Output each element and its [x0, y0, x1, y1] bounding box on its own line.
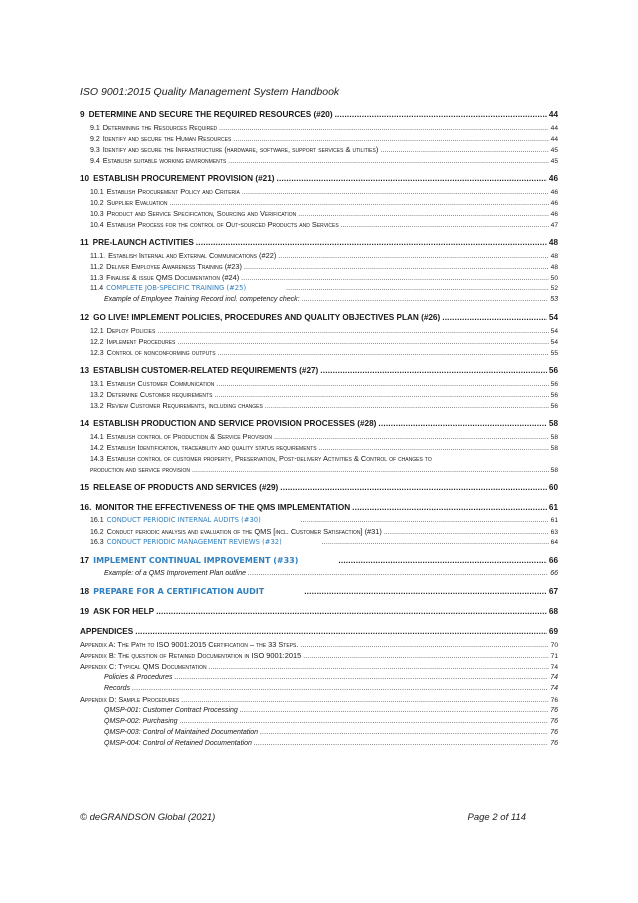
toc-leader-dots — [177, 337, 548, 347]
toc-entry-page: 68 — [548, 607, 558, 616]
toc-entry-title: Deliver Employee Awareness Training (#23) — [106, 262, 242, 271]
toc-entry-number: 14.3 — [90, 456, 104, 463]
toc-entry[interactable] — [80, 554, 558, 568]
toc-entry-page: 63 — [550, 529, 558, 536]
toc-entry[interactable] — [80, 108, 558, 122]
toc-entry[interactable] — [80, 417, 558, 431]
toc-entry-title: Appendix D: Sample Procedures — [80, 695, 180, 704]
toc-entry-page: 76 — [550, 707, 558, 714]
toc-entry-page: 58 — [550, 434, 558, 441]
toc-entry-number: 16.2 — [90, 529, 104, 536]
toc-entry-number: 10.3 — [90, 211, 104, 218]
toc-leader-dots — [442, 311, 547, 325]
toc-leader-dots — [240, 705, 548, 716]
toc-entry-page: 61 — [550, 517, 558, 524]
toc-entry-number: 12.3 — [90, 350, 104, 357]
toc-entry-number: 9.1 — [90, 125, 100, 132]
toc-entry-number: 15 — [80, 483, 90, 492]
toc-entry-title: Determine Customer requirements — [106, 390, 213, 399]
toc-entry[interactable] — [80, 738, 558, 749]
toc-entry[interactable] — [80, 639, 558, 650]
toc-entry-title: MONITOR THE EFFECTIVENESS OF THE QMS IMPLEMENTATION — [95, 503, 351, 512]
toc-entry[interactable] — [80, 672, 558, 683]
toc-entry-title: Identify and secure the Human Resources — [102, 134, 232, 143]
toc-entry-number: 11.3 — [90, 275, 104, 282]
toc-leader-dots — [335, 108, 547, 122]
toc-entry-number: 17 — [80, 556, 90, 565]
toc-entry-page: 58 — [550, 445, 558, 452]
toc-entry-page: 71 — [550, 653, 558, 660]
toc-entry-page: 66 — [550, 570, 558, 577]
toc-entry-page: 46 — [550, 200, 558, 207]
toc-entry-number: 13.1 — [90, 381, 104, 388]
toc-leader-dots — [196, 236, 547, 250]
toc-entry-page: 69 — [548, 627, 558, 636]
toc-leader-dots — [214, 390, 548, 400]
toc-entry[interactable] — [80, 208, 558, 219]
toc-leader-dots — [338, 554, 547, 568]
toc-entry-page: 44 — [550, 125, 558, 132]
toc-leader-dots — [380, 145, 548, 155]
toc-entry[interactable] — [80, 453, 558, 464]
toc-leader-dots — [276, 172, 546, 186]
toc-entry-title: Establish Process for the control of Out-sourced Products and Services — [106, 220, 339, 229]
toc-entry[interactable] — [80, 727, 558, 738]
toc-entry-page: 56 — [550, 403, 558, 410]
toc-leader-dots — [304, 585, 547, 599]
toc-entry[interactable] — [80, 250, 558, 261]
toc-entry[interactable] — [80, 501, 558, 515]
toc-entry-page: 46 — [550, 189, 558, 196]
toc-entry[interactable] — [80, 336, 558, 347]
toc-entry-page: 56 — [550, 381, 558, 388]
toc-entry[interactable] — [80, 585, 558, 599]
toc-entry-title: Example: of a QMS Improvement Plan outline — [104, 570, 247, 577]
toc-entry-page: 74 — [550, 685, 558, 692]
toc-leader-dots — [260, 727, 548, 738]
toc-entry[interactable] — [80, 625, 558, 639]
toc-entry-title: Policies & Procedures — [104, 674, 173, 681]
toc-entry-page: 48 — [550, 253, 558, 260]
toc-leader-dots — [228, 156, 549, 166]
toc-entry-title: GO LIVE! IMPLEMENT POLICIES, PROCEDURES AND QUALITY OBJECTIVES PLAN (#26) — [93, 313, 441, 322]
toc-entry-title: Product and Service Specification, Sourcing and Verification — [106, 209, 297, 218]
toc-leader-dots — [278, 251, 548, 261]
toc-leader-dots — [254, 738, 548, 749]
toc-leader-dots — [244, 262, 549, 272]
toc-entry[interactable] — [80, 325, 558, 336]
toc-entry-page: 55 — [550, 350, 558, 357]
toc-entry[interactable] — [80, 526, 558, 537]
toc-entry[interactable] — [80, 261, 558, 272]
toc-entry-title: Conduct periodic analysis and evaluation of the QMS [incl. Customer Satisfaction] (#31) — [106, 527, 382, 536]
toc-entry-page: 46 — [550, 211, 558, 218]
toc-leader-dots — [319, 443, 549, 453]
toc-leader-dots — [242, 187, 549, 197]
toc-entry-page: 52 — [550, 285, 558, 292]
toc-entry-page: 61 — [548, 503, 558, 512]
toc-entry-page: 56 — [550, 392, 558, 399]
toc-entry[interactable] — [80, 172, 558, 186]
toc-entry[interactable] — [80, 431, 558, 442]
toc-entry[interactable] — [80, 694, 558, 705]
toc-entry[interactable] — [80, 186, 558, 197]
toc-entry-page: 56 — [548, 366, 558, 375]
toc-leader-dots — [322, 537, 549, 548]
toc-entry-page: 54 — [550, 339, 558, 346]
toc-entry-page: 48 — [548, 238, 558, 247]
toc-entry-number: 10.4 — [90, 222, 104, 229]
toc-entry-page: 67 — [548, 587, 558, 596]
toc-entry[interactable] — [80, 400, 558, 411]
toc-entry-title: Determining the Resources Required — [102, 123, 218, 132]
toc-entry-title: CONDUCT PERIODIC MANAGEMENT REVIEWS (#32) — [106, 538, 282, 546]
footer-page-number: Page 2 of 114 — [467, 812, 526, 823]
toc-entry-page: 53 — [550, 296, 558, 303]
toc-leader-dots — [157, 326, 548, 336]
toc-entry-title: Supplier Evaluation — [106, 198, 168, 207]
toc-entry-title: COMPLETE JOB-SPECIFIC TRAINING (#25) — [106, 284, 247, 292]
toc-entry-page: 70 — [550, 642, 558, 649]
toc-leader-dots — [280, 481, 547, 495]
toc-leader-dots — [174, 672, 548, 683]
toc-entry[interactable] — [80, 155, 558, 166]
toc-entry-title: Deploy Policies — [106, 326, 156, 335]
toc-leader-dots — [300, 640, 548, 650]
toc-entry[interactable] — [80, 481, 558, 495]
toc-entry-number: 10.2 — [90, 200, 104, 207]
toc-entry-title: APPENDICES — [80, 627, 134, 636]
toc-entry[interactable] — [80, 347, 558, 358]
toc-entry-number: 12.1 — [90, 328, 104, 335]
toc-entry-number: 10 — [80, 174, 90, 183]
toc-entry-number: 18 — [80, 587, 90, 596]
toc-entry-title: ASK FOR HELP — [93, 607, 155, 616]
toc-entry[interactable] — [80, 389, 558, 400]
toc-entry-number: 14.1 — [90, 434, 104, 441]
toc-entry[interactable] — [80, 442, 558, 453]
toc-leader-dots — [170, 198, 549, 208]
toc-entry-page: 54 — [550, 328, 558, 335]
toc-entry[interactable] — [80, 197, 558, 208]
toc-leader-dots — [320, 364, 547, 378]
page-header-title: ISO 9001:2015 Quality Management System Handbook — [80, 86, 340, 98]
toc-entry-title: Review Customer Requirements, including changes — [106, 401, 263, 410]
toc-leader-dots — [298, 209, 548, 219]
toc-leader-dots — [352, 501, 547, 515]
toc-entry-number: 11.4 — [90, 285, 104, 292]
toc-entry-title: RELEASE OF PRODUCTS AND SERVICES (#29) — [93, 483, 279, 492]
toc-entry-page: 48 — [550, 264, 558, 271]
toc-entry[interactable] — [80, 122, 558, 133]
toc-entry-number: 13 — [80, 366, 90, 375]
toc-entry-page: 44 — [550, 136, 558, 143]
toc-entry-title: PREPARE FOR A CERTIFICATION AUDIT — [93, 587, 265, 596]
toc-entry-title: Appendix B: The question of Retained Documentation in ISO 9001:2015 — [80, 651, 302, 660]
toc-entry-page: 76 — [550, 740, 558, 747]
toc-leader-dots — [303, 651, 548, 661]
toc-entry-number: 11.2 — [90, 264, 104, 271]
toc-entry-page: 60 — [548, 483, 558, 492]
toc-leader-dots — [233, 134, 548, 144]
toc-entry[interactable] — [80, 661, 558, 672]
toc-entry-page: 66 — [548, 556, 558, 565]
toc-entry-title: Finalise & issue QMS Documentation (#24) — [106, 273, 240, 282]
toc-leader-dots — [209, 662, 549, 672]
toc-entry[interactable] — [80, 605, 558, 619]
toc-entry[interactable] — [80, 683, 558, 694]
toc-entry[interactable] — [80, 283, 558, 294]
toc-leader-dots — [341, 220, 549, 230]
toc-entry-title: ESTABLISH PROCUREMENT PROVISION (#21) — [93, 174, 275, 183]
toc-leader-dots — [248, 568, 548, 579]
toc-entry[interactable] — [80, 364, 558, 378]
toc-entry[interactable] — [80, 311, 558, 325]
toc-leader-dots — [302, 294, 549, 305]
toc-leader-dots — [286, 283, 549, 294]
toc-entry[interactable] — [80, 272, 558, 283]
toc-entry-number: 16. — [80, 503, 92, 512]
toc-entry[interactable] — [80, 294, 558, 305]
toc-entry[interactable] — [80, 133, 558, 144]
toc-entry-page: 64 — [550, 539, 558, 546]
toc-entry[interactable] — [80, 378, 558, 389]
toc-entry-title: Establish Procurement Policy and Criteria — [106, 187, 240, 196]
toc-entry[interactable] — [80, 144, 558, 155]
toc-entry-title: Establish Internal and External Communications (#22) — [108, 251, 277, 260]
toc-entry-page: 54 — [548, 313, 558, 322]
toc-entry-title: Appendix A: The Path to ISO 9001:2015 Certification – the 33 Steps. — [80, 640, 299, 649]
toc-entry-number: 12 — [80, 313, 90, 322]
toc-entry-number: 9.3 — [90, 147, 100, 154]
toc-entry-page: 76 — [550, 697, 558, 704]
toc-entry-page: 74 — [550, 674, 558, 681]
toc-leader-dots — [219, 123, 549, 133]
toc-entry-title: Establish suitable working environments — [102, 156, 227, 165]
toc-entry-page: 58 — [550, 467, 558, 474]
toc-entry-title: QMSP-004: Control of Retained Documentation — [104, 740, 252, 747]
toc-entry-title: Implement Procedures — [106, 337, 176, 346]
toc-leader-dots — [216, 379, 548, 389]
toc-leader-dots — [274, 432, 549, 442]
toc-entry-title: Establish control of customer property, Preservation, Post-delivery Activities & Control of changes to — [106, 454, 432, 463]
toc-entry-title: QMSP-002: Purchasing — [104, 718, 178, 725]
toc-entry-title: Example of Employee Training Record incl. competency check: — [104, 296, 300, 303]
toc-entry-number: 9.2 — [90, 136, 100, 143]
toc-leader-dots — [180, 716, 549, 727]
toc-entry-title: Establish Customer Communication — [106, 379, 215, 388]
toc-entry-page: 46 — [548, 174, 558, 183]
toc-leader-dots — [378, 417, 547, 431]
toc-entry-number: 13.2 — [90, 392, 104, 399]
toc-entry-title: production and service provision — [90, 465, 190, 474]
toc-entry-number: 9.4 — [90, 158, 100, 165]
toc-entry-page: 50 — [550, 275, 558, 282]
toc-entry-title: Establish Identification, traceability and quality status requirements — [106, 443, 317, 452]
toc-entry-page: 45 — [550, 158, 558, 165]
toc-entry-title: Records — [104, 685, 131, 692]
toc-leader-dots — [132, 683, 548, 694]
toc-entry-number: 11.1. — [90, 253, 106, 260]
toc-entry-page: 74 — [550, 664, 558, 671]
toc-leader-dots — [301, 515, 549, 526]
toc-leader-dots — [156, 605, 547, 619]
toc-entry[interactable] — [80, 568, 558, 579]
toc-entry-number: 19 — [80, 607, 90, 616]
toc-entry-title: CONDUCT PERIODIC INTERNAL AUDITS (#30) — [106, 516, 261, 524]
toc-entry[interactable] — [80, 219, 558, 230]
toc-entry-number: 14 — [80, 419, 90, 428]
toc-leader-dots — [192, 465, 549, 475]
toc-entry-title: DETERMINE AND SECURE THE REQUIRED RESOURCES (#20) — [88, 110, 333, 119]
toc-entry-page: 76 — [550, 718, 558, 725]
toc-entry-page: 76 — [550, 729, 558, 736]
toc-entry-number: 16.1 — [90, 517, 104, 524]
toc-entry[interactable] — [80, 716, 558, 727]
toc-entry-title: Establish control of Production & Service Provision — [106, 432, 273, 441]
toc-leader-dots — [384, 527, 549, 537]
toc-leader-dots — [181, 695, 548, 705]
toc-entry-page: 58 — [548, 419, 558, 428]
toc-leader-dots — [135, 625, 547, 639]
toc-entry[interactable] — [80, 464, 558, 475]
toc-entry-title: PRE-LAUNCH ACTIVITIES — [92, 238, 194, 247]
toc-entry-number: 11 — [80, 238, 89, 247]
toc-entry-number: 12.2 — [90, 339, 104, 346]
toc-entry[interactable] — [80, 705, 558, 716]
toc-entry-title: QMSP-001: Customer Contract Processing — [104, 707, 238, 714]
toc-leader-dots — [265, 401, 549, 411]
toc-entry-number: 16.3 — [90, 539, 104, 546]
toc-entry[interactable] — [80, 650, 558, 661]
toc-entry-title: Control of nonconforming outputs — [106, 348, 216, 357]
footer-copyright: © deGRANDSON Global (2021) — [80, 812, 216, 823]
toc-entry-title: ESTABLISH CUSTOMER-RELATED REQUIREMENTS (#27) — [93, 366, 319, 375]
toc-leader-dots — [241, 273, 548, 283]
toc-entry-number: 14.2 — [90, 445, 104, 452]
toc-entry-page: 45 — [550, 147, 558, 154]
toc-entry-page: 47 — [550, 222, 558, 229]
toc-leader-dots — [218, 348, 549, 358]
toc-entry-title: ESTABLISH PRODUCTION AND SERVICE PROVISION PROCESSES (#28) — [93, 419, 377, 428]
toc-entry[interactable] — [80, 537, 558, 548]
toc-entry-number: 13.2 — [90, 403, 104, 410]
toc-entry-title: IMPLEMENT CONTINUAL IMPROVEMENT (#33) — [93, 556, 299, 565]
table-of-contents — [80, 108, 558, 749]
toc-entry[interactable] — [80, 236, 558, 250]
toc-entry-title: Identify and secure the Infrastructure (hardware, software, support services & utilities) — [102, 145, 379, 154]
toc-entry-page: 44 — [548, 110, 558, 119]
toc-entry-title: Appendix C: Typical QMS Documentation — [80, 662, 207, 671]
toc-entry-number: 9 — [80, 110, 85, 119]
toc-entry-number: 10.1 — [90, 189, 104, 196]
toc-entry[interactable] — [80, 515, 558, 526]
toc-entry-title: QMSP-003: Control of Maintained Documentation — [104, 729, 259, 736]
